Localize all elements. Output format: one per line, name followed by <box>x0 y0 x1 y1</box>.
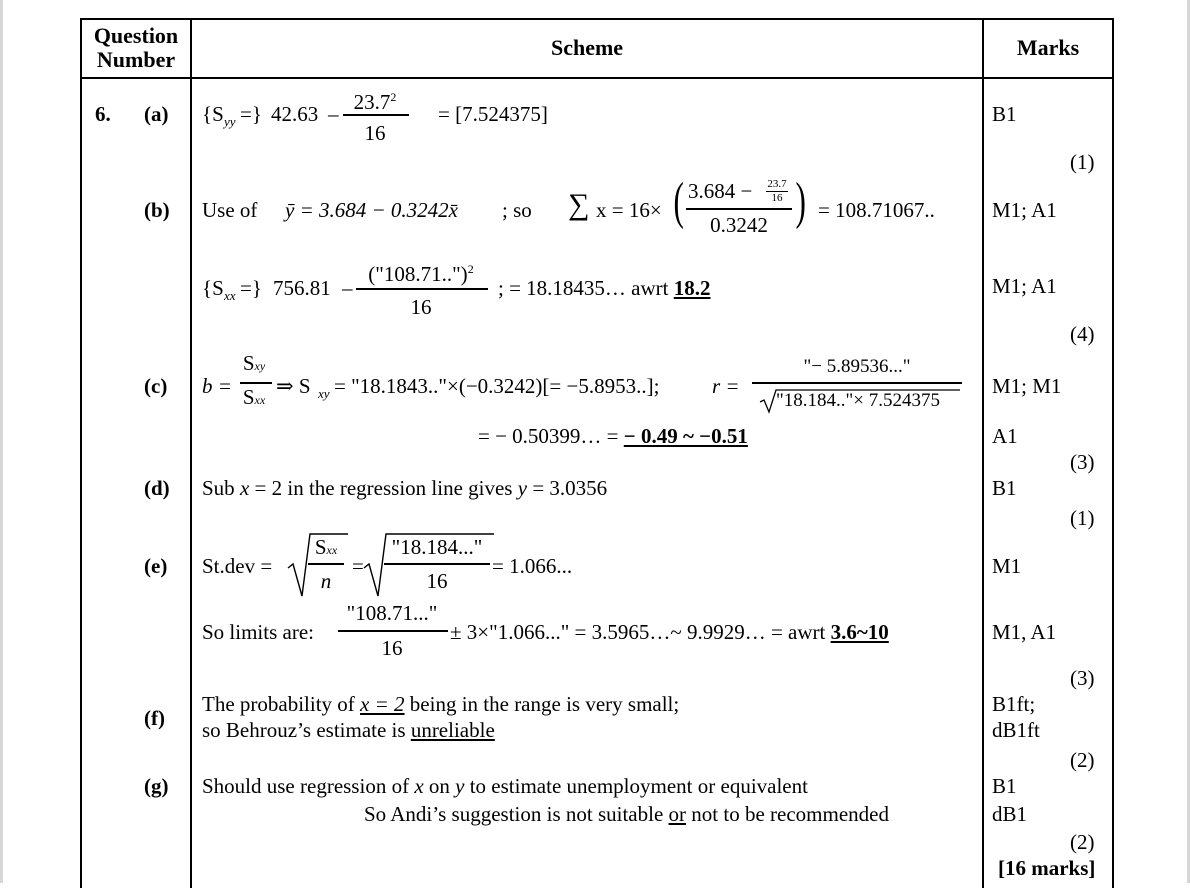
sqrt2-bar <box>384 563 490 565</box>
part-c-total: (3) <box>1070 450 1095 474</box>
sxy-calculation: = "18.1843.."×(−0.3242)[= −5.8953..]; <box>334 374 660 398</box>
sxx-fraction-bar <box>356 288 488 290</box>
sub-yy: yy <box>224 114 236 129</box>
paren-close-icon: ) <box>795 173 806 230</box>
part-f-line-2: so Behrouz’s estimate is unreliable <box>202 718 495 742</box>
minus: – <box>328 102 339 126</box>
limits-den: 16 <box>381 636 403 660</box>
sqrt1-num: Sxx <box>314 535 338 559</box>
part-a-marks: B1 <box>992 102 1017 126</box>
sqrt2-num: "18.184..." <box>391 535 483 559</box>
b-frac-bar <box>240 382 272 384</box>
sub-xy: xy <box>318 386 330 401</box>
part-f-marks-2: dB1ft <box>992 718 1040 742</box>
part-c-label: (c) <box>144 374 168 398</box>
header-bottom-border <box>80 77 1114 79</box>
sxx-brace-open: {S <box>202 276 224 300</box>
table-right-border <box>1112 18 1114 888</box>
b-frac-den: Sxx <box>242 385 266 409</box>
small-frac-num: 23.7 <box>767 178 787 190</box>
b-equals: b = <box>202 374 232 398</box>
implies-sxy: ⇒ S <box>276 374 311 398</box>
sub-xx: xx <box>224 288 236 303</box>
small-frac-den: 16 <box>771 192 783 204</box>
part-a-total: (1) <box>1070 150 1095 174</box>
stdev-label: St.dev = <box>202 554 273 578</box>
part-c-marks-2: A1 <box>992 424 1018 448</box>
question-number: 6. <box>95 102 111 126</box>
first-term: 42.63 <box>271 102 319 126</box>
part-b-marks-2: M1; A1 <box>992 274 1057 298</box>
sum-x-result: = 108.71067.. <box>818 198 935 222</box>
part-e-total: (3) <box>1070 666 1095 690</box>
inner-denominator: 0.3242 <box>710 213 768 237</box>
b-frac-num: Sxy <box>242 351 266 375</box>
part-d-total: (1) <box>1070 506 1095 530</box>
eq-close: =} <box>240 102 262 126</box>
part-g-line-2: So Andi’s suggestion is not suitable or not to be recommended <box>364 802 889 826</box>
sxx-fraction-den: 16 <box>410 295 432 319</box>
sigma-rest: x = 16× <box>596 198 662 222</box>
fraction-bar <box>343 114 409 116</box>
part-g-total: (2) <box>1070 830 1095 854</box>
limits-label: So limits are: <box>202 620 314 644</box>
sqrt1-bar <box>308 563 344 565</box>
r-frac-bar <box>752 382 962 384</box>
sxx-first-term: 756.81 <box>273 276 331 300</box>
part-b-marks-1: M1; A1 <box>992 198 1057 222</box>
header-scheme: Scheme <box>550 35 624 60</box>
so-text: ; so <box>502 198 532 222</box>
sxx-minus: – <box>342 276 353 300</box>
header-question-number: Question Number <box>93 23 179 72</box>
part-d-marks: B1 <box>992 476 1017 500</box>
limits-num: "108.71..." <box>346 601 438 625</box>
r-frac-den: "18.184.."× 7.524375 <box>776 390 940 411</box>
r-result: = − 0.50399… = − 0.49 ~ −0.51 <box>478 424 748 448</box>
part-f-line-1: The probability of x = 2 being in the range is very small; <box>202 692 680 716</box>
sxx-fraction-num: ("108.71..")$^2$ <box>368 262 474 286</box>
sxx-brace: {S <box>202 102 224 126</box>
sigma-symbol: ∑ <box>568 188 590 221</box>
limits-result: ± 3×"1.066..." = 3.5965…~ 9.9929… = awrt 3.6~10 <box>450 620 889 644</box>
table-left-border <box>80 18 82 888</box>
sqrt2-den: 16 <box>426 569 448 593</box>
part-b-label: (b) <box>144 198 170 222</box>
part-e-label: (e) <box>144 554 168 578</box>
stdev-result: = 1.066... <box>492 554 573 578</box>
r-equals: r = <box>712 374 740 398</box>
part-g-marks-2: dB1 <box>992 802 1028 826</box>
part-f-total: (2) <box>1070 748 1095 772</box>
column-divider-2 <box>982 18 984 888</box>
r-frac-num: "− 5.89536..." <box>803 356 911 377</box>
sxx-result: ; = 18.18435… awrt 18.2 <box>498 276 711 300</box>
part-g-label: (g) <box>144 774 169 798</box>
limits-bar <box>338 630 448 632</box>
mark-scheme-table <box>80 18 1114 888</box>
part-c-marks-1: M1; M1 <box>992 374 1062 398</box>
fraction-den: 16 <box>364 121 386 145</box>
table-top-border <box>80 18 1114 20</box>
part-d-label: (d) <box>144 476 170 500</box>
part-f-marks-1: B1ft; <box>992 692 1036 716</box>
part-g-line-1: Should use regression of x on y to estimate unemployment or equivalent <box>202 774 808 798</box>
regression-equation: ȳ = 3.684 − 0.3242x̄ <box>285 198 458 222</box>
header-marks: Marks <box>1016 35 1080 60</box>
grand-total: [16 marks] <box>998 856 1096 880</box>
page-border-left <box>0 0 3 883</box>
part-d-text: Sub x = 2 in the regression line gives y = 3.0356 <box>202 476 608 500</box>
inner-fraction-bar <box>686 208 792 210</box>
paren-open-icon: ( <box>673 173 684 230</box>
column-divider-1 <box>190 18 192 888</box>
inner-numerator: 3.684 − <box>688 179 753 203</box>
sqrt1-den: n <box>320 569 332 593</box>
equals-sign: = <box>352 554 364 578</box>
part-g-marks-1: B1 <box>992 774 1017 798</box>
part-e-marks-1: M1 <box>992 554 1022 578</box>
use-of-text: Use of <box>202 198 258 222</box>
sxx-brace-close: =} <box>240 276 262 300</box>
part-a-result: = [7.524375] <box>438 102 548 126</box>
part-e-marks-2: M1, A1 <box>992 620 1057 644</box>
part-a-label: (a) <box>144 102 169 126</box>
fraction-num: 23.7$^2$ <box>353 90 397 114</box>
part-f-label: (f) <box>144 706 165 730</box>
part-b-total: (4) <box>1070 322 1095 346</box>
